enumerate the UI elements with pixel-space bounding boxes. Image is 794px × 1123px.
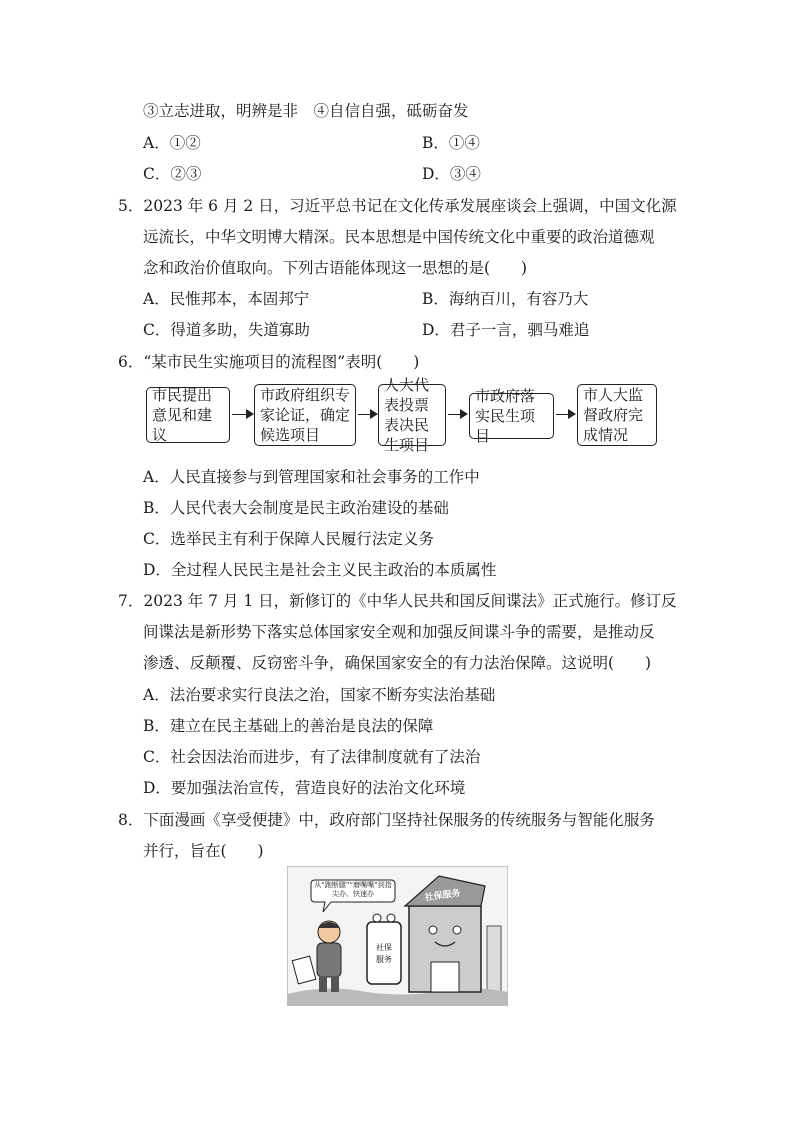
- q6-stem: 6．“某市民生实施项目的流程图”表明( ): [118, 353, 420, 371]
- q6-flowchart: [146, 376, 666, 454]
- q4-option-b[interactable]: B．①④: [422, 134, 480, 152]
- flow-arrow-2: [358, 414, 376, 415]
- q5-stem-line-1: 5．2023 年 6 月 2 日，习近平总书记在文化传承发展座谈会上强调，中国文化源: [118, 197, 677, 215]
- q7-stem-line-2: 间谍法是新形势下落实总体国家安全观和加强反间谍斗争的需要，是推动反: [143, 623, 655, 641]
- flow-arrow-3: [448, 414, 466, 415]
- flow-step-4: 市政府落实民生项目: [469, 393, 554, 439]
- q8-stem-line-1: 8．下面漫画《享受便捷》中，政府部门坚持社保服务的传统服务与智能化服务: [118, 811, 655, 829]
- q8-stem-line-2: 并行，旨在( ): [143, 842, 264, 860]
- flow-step-1: 市民提出意见和建议: [146, 387, 230, 443]
- phone-icon: [367, 914, 401, 984]
- phone-label-1: 社保: [376, 943, 392, 952]
- flow-step-3: 人大代表投票表决民生项目: [378, 384, 446, 446]
- q4-option-a[interactable]: A．①②: [143, 134, 201, 152]
- q5-option-a[interactable]: A．民惟邦本，本固邦宁: [143, 290, 310, 308]
- flow-step-5: 市人大监督政府完成情况: [577, 384, 657, 446]
- q7-option-d[interactable]: D．要加强法治宣传，营造良好的法治文化环境: [143, 779, 466, 797]
- flow-arrow-1: [232, 414, 252, 415]
- cartoon-speech-bubble: 从“跑断腿”“磨嘴嘴”到指尖办、快速办: [314, 881, 392, 898]
- q7-stem-line-1: 7．2023 年 7 月 1 日，新修订的《中华人民共和国反间谍法》正式施行。修订反: [118, 592, 677, 610]
- q8-cartoon: [287, 866, 508, 1006]
- q5-option-b[interactable]: B．海纳百川，有容乃大: [422, 290, 589, 308]
- q6-option-a[interactable]: A．人民直接参与到管理国家和社会事务的工作中: [143, 468, 480, 486]
- q7-option-a[interactable]: A．法治要求实行良法之治，国家不断夯实法治基础: [143, 686, 496, 704]
- q5-stem-line-3: 念和政治价值取向。下列古语能体现这一思想的是( ): [143, 259, 528, 277]
- phone-label-2: 服务: [376, 955, 392, 964]
- q5-option-c[interactable]: C．得道多助，失道寡助: [143, 321, 310, 339]
- q7-stem-line-3: 渗透、反颠覆、反窃密斗争，确保国家安全的有力法治保障。这说明( ): [143, 654, 652, 672]
- flow-arrow-4: [556, 414, 574, 415]
- q6-option-d[interactable]: D．全过程人民民主是社会主义民主政治的本质属性: [143, 561, 497, 579]
- q5-option-d[interactable]: D．君子一言，驷马难追: [422, 321, 590, 339]
- building-sign: 社保服务: [424, 888, 462, 904]
- q4-option-d[interactable]: D．③④: [422, 165, 481, 183]
- q6-option-b[interactable]: B．人民代表大会制度是民主政治建设的基础: [143, 499, 449, 517]
- q4-option-c[interactable]: C．②③: [143, 165, 202, 183]
- flow-step-2: 市政府组织专家论证，确定候选项目: [254, 384, 356, 446]
- q5-stem-line-2: 远流长，中华文明博大精深。民本思想是中国传统文化中重要的政治道德观: [143, 228, 655, 246]
- q6-option-c[interactable]: C．选举民主有利于保障人民履行法定义务: [143, 530, 434, 548]
- q7-option-b[interactable]: B．建立在民主基础上的善治是良法的保障: [143, 717, 434, 735]
- q4-statements: ③立志进取，明辨是非 ④自信自强，砥砺奋发: [143, 102, 469, 120]
- q7-option-c[interactable]: C．社会因法治而进步，有了法律制度就有了法治: [143, 748, 481, 766]
